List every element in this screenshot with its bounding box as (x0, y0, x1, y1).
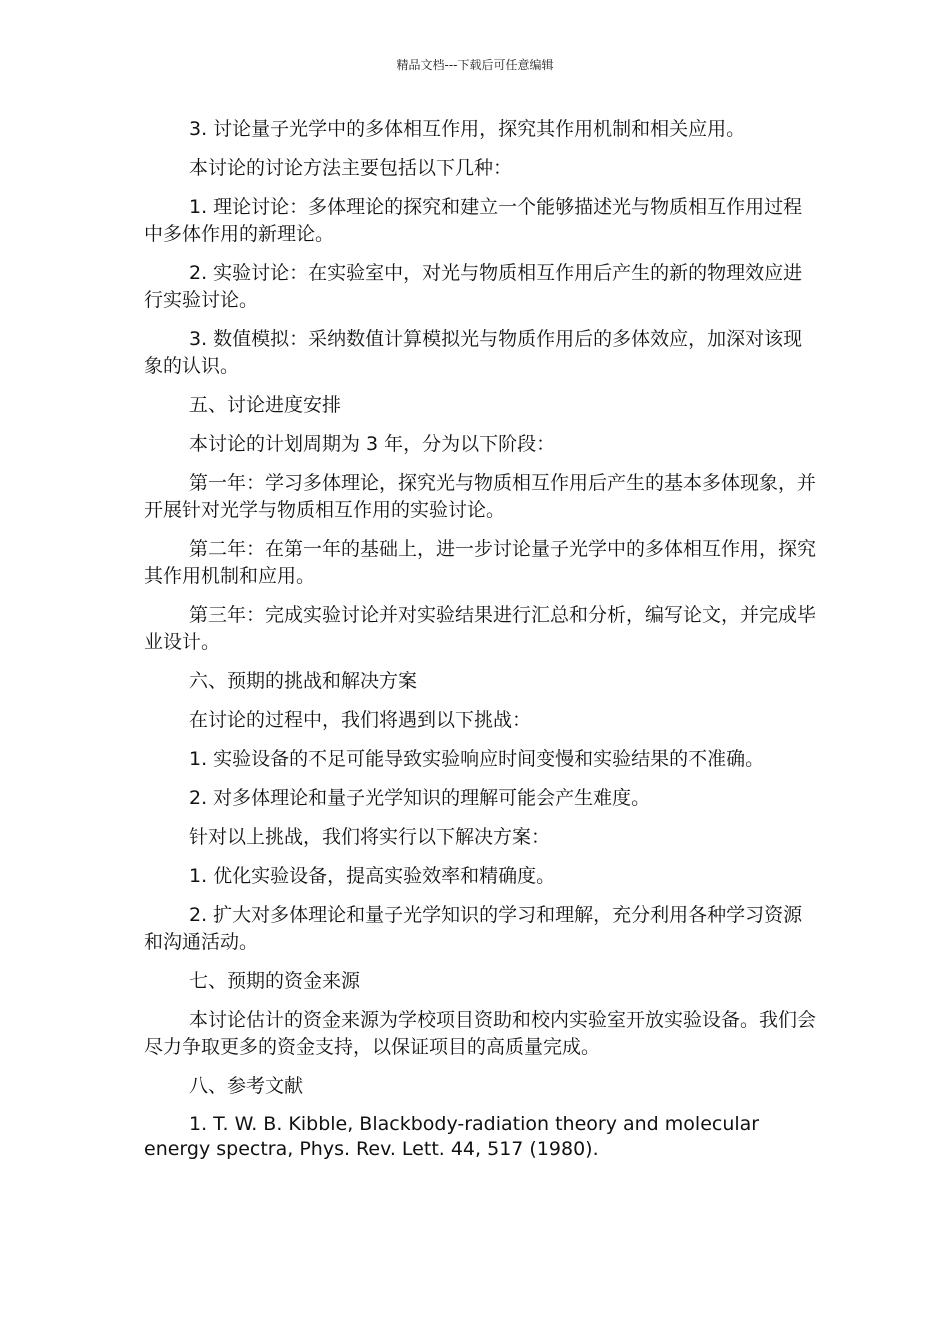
paragraph-schedule-intro: 本讨论的计划周期为 3 年，分为以下阶段： (189, 433, 556, 455)
paragraph-funding: 本讨论估计的资金来源为学校项目资助和校内实验室开放实验设备。我们会尽力争取更多的资金支持，以保证项目的高质量完成。 (144, 1009, 817, 1058)
paragraph-year-two: 第二年：在第一年的基础上，进一步讨论量子光学中的多体相互作用，探究其作用机制和应用。 (144, 538, 817, 587)
section-heading-references: 八、参考文献 (189, 1075, 304, 1097)
paragraph-year-three: 第三年：完成实验讨论并对实验结果进行汇总和分析，编写论文，并完成毕业设计。 (144, 604, 817, 653)
section-heading-schedule: 五、讨论进度安排 (189, 394, 342, 416)
section-heading-challenges: 六、预期的挑战和解决方案 (189, 670, 418, 692)
paragraph-objective-3: 3. 讨论量子光学中的多体相互作用，探究其作用机制和相关应用。 (189, 118, 746, 140)
document-body (144, 116, 816, 1174)
page-header: 精品文档---下载后可任意编辑 (396, 58, 554, 72)
paragraph-solution-1: 1. 优化实验设备，提高实验效率和精确度。 (189, 865, 556, 887)
section-heading-funding: 七、预期的资金来源 (189, 970, 361, 992)
paragraph-year-one: 第一年：学习多体理论，探究光与物质相互作用后产生的基本多体现象，并开展针对光学与物质相互作用的实验讨论。 (144, 472, 817, 521)
paragraph-method-experiment: 2. 实验讨论：在实验室中，对光与物质相互作用后产生的新的物理效应进行实验讨论。 (144, 262, 803, 311)
paragraph-challenges-intro: 在讨论的过程中，我们将遇到以下挑战： (189, 709, 532, 731)
reference-item-1: 1. T. W. B. Kibble, Blackbody-radiation theory and molecular energy spectra, Phys. Rev. Lett. 44, 517 (1980). (144, 1113, 760, 1160)
paragraph-method-simulation: 3. 数值模拟：采纳数值计算模拟光与物质作用后的多体效应，加深对该现象的认识。 (144, 328, 803, 377)
paragraph-solutions-intro: 针对以上挑战，我们将实行以下解决方案： (189, 826, 551, 848)
paragraph-challenge-2: 2. 对多体理论和量子光学知识的理解可能会产生难度。 (189, 787, 651, 809)
paragraph-solution-2: 2. 扩大对多体理论和量子光学知识的学习和理解，充分利用各种学习资源和沟通活动。 (144, 904, 803, 953)
paragraph-methods-intro: 本讨论的讨论方法主要包括以下几种： (189, 157, 513, 179)
paragraph-challenge-1: 1. 实验设备的不足可能导致实验响应时间变慢和实验结果的不准确。 (189, 748, 765, 770)
paragraph-method-theory: 1. 理论讨论：多体理论的探究和建立一个能够描述光与物质相互作用过程中多体作用的新理论。 (144, 196, 803, 245)
